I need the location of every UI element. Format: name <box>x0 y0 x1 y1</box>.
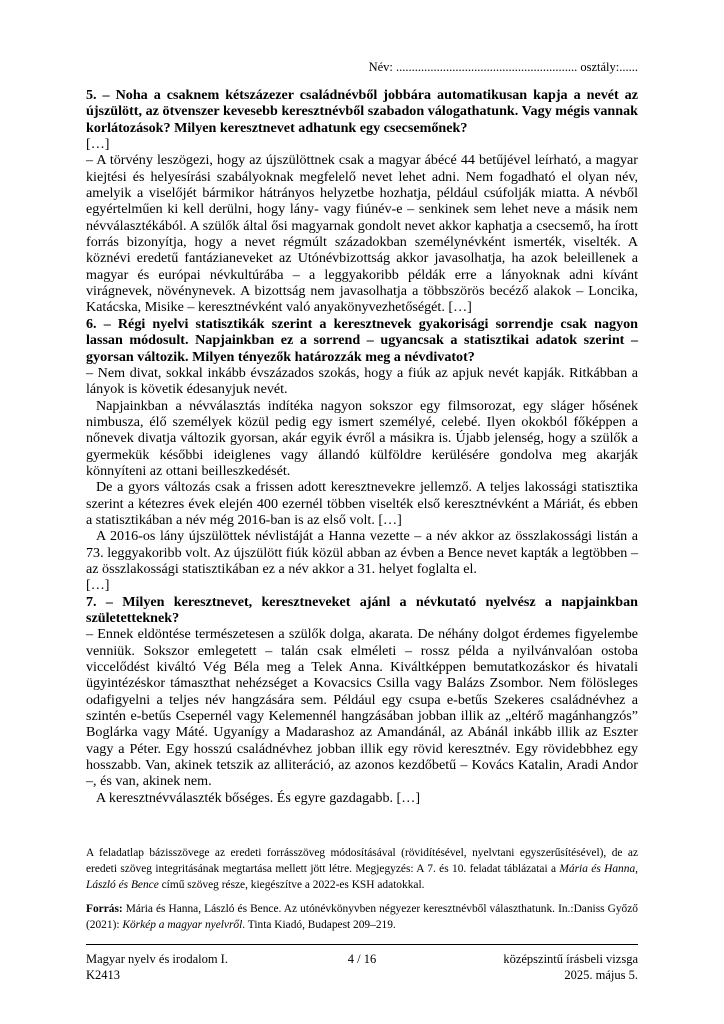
source-notes <box>86 845 638 941</box>
question-7: 7. – Milyen keresztnevet, keresztneveket ajánl a névkutató nyelvész a napjainkban születetteknek? <box>86 593 638 626</box>
answer-7-paragraph-1: – Ennek eldöntése természetesen a szülők dolga, akarata. De néhány dolgot érdemes figyelembe venniük. Sokszor emlegetett – talán csak elméleti – rossz példa a nyilvánvalóan ostoba viccelődést kiváltó Vég Béla meg a Telek Anna. Kiváltképpen bemutatkozáskor és hivatali ügyintézéskor támaszthat nehézséget a Kovacsics Csilla vagy Balázs Zsombor. Nem fölösleges odafigyelni a teljes név hangzására sem. Például egy csupa e-betűs Szekeres családnévhez a szintén e-betűs Csepernél vagy Kelemennél hangzásában jobban illik az „eltérő magánhangzós” Boglárka vagy Máté. Ugyanígy a Madarashoz az Amandánál, az Abánál inkább illik az Eszter vagy a Péter. Egy hosszú családnévhez jobban illik egy rövid keresztnév. Egy rövidebbhez egy hosszabb. Van, akinek tetszik az alliteráció, az azonos kezdőbetű – Kovács Katalin, Aradi Andor –, és van, akinek nem. <box>86 626 638 790</box>
answer-7-paragraph-2: A keresztnévválaszték bőséges. És egyre gazdagabb. […] <box>96 789 421 806</box>
question-5: 5. – Noha a csaknem kétszázezer családnévből jobbára automatikusan kapja a nevét az újszülött, az ötvenszer kevesebb keresztnévből szabadon válogathatunk. Vagy mégis vannak korlátozások? Milyen keresztnevet adhatunk egy csecsemőnek? <box>86 87 638 136</box>
footer-right <box>503 951 638 983</box>
source-book-title: Körkép a magyar nyelvről <box>122 919 243 931</box>
question-6: 6. – Régi nyelvi statisztikák szerint a keresztnevek gyakorisági sorrendje csak nagyon lassan módosult. Napjainkban ez a sorrend – ugyancsak a statisztikai adatok szerint – gyorsan változik. Milyen tényezők határozzák meg a névdivatot? <box>86 315 638 365</box>
answer-6-paragraph-2: Napjainkban a névválasztás indítéka nagyon sokszor egy filmsorozat, egy sláger hősének nimbusza, élő személyek közül pedig egy ismert személyé, celebé. Ilyen okokból főképpen a nőnevek divatja változik gyorsan, akár egyik évről a másikra is. Újabb jelenség, hogy a szülők a gyermekük későbbi ideiglenes vagy állandó külföldre kerülésére gondolva meg akarják könnyíteni az ottani beilleszkedését. <box>86 397 638 479</box>
source-text: Mária és Hanna, László és Bence. Az utónévkönyvben négyezer keresztnévből választhatunk. In.:Daniss Győző (2021): <box>86 903 638 931</box>
answer-6-paragraph-3: De a gyors változás csak a frissen adott keresztnevekre jellemző. A teljes lakossági statisztika szerint a kétezres évek elején 400 ezernél többen viselték első keresztnévként a Máriát, és ebben a statisztikában a név még 2016-ban is az első volt. […] <box>86 479 638 528</box>
footer-code: K2413 <box>86 968 121 982</box>
footer-subject: Magyar nyelv és irodalom I. <box>86 952 228 966</box>
name-class-line: Név: .......................................................... osztály:...... <box>368 60 638 74</box>
source-label: Forrás: <box>86 903 123 915</box>
base-text-note <box>86 845 638 893</box>
note-title: Mária és Hanna, László és Bence <box>86 863 638 891</box>
ellipsis: […] <box>86 577 110 594</box>
note-text: A feladatlap bázisszövege az eredeti forrásszöveg módosításával (rövidítésével, nyelvtani egyszerűsítésével), de az eredeti szöveg integritásának megtartása mellett jött létre. Megjegyzés: A 7. és 10. feladat táblázatai a <box>86 847 638 875</box>
footer-divider <box>86 944 638 945</box>
source-citation <box>86 901 638 933</box>
footer-date: 2025. május 5. <box>564 968 638 982</box>
answer-6-paragraph-1: – Nem divat, sokkal inkább évszázados szokás, hogy a fiúk az apjuk nevét kapják. Ritkábban a lányok is követik édesanyjuk nevét. <box>86 364 638 398</box>
ellipsis: […] <box>86 136 110 153</box>
note-text-end: című szöveg része, kiegészítve a 2022-es KSH adatokkal. <box>158 879 425 891</box>
footer-page-number: 4 / 16 <box>347 952 377 966</box>
answer-6-paragraph-4: A 2016-os lány újszülöttek névlistáját a Hanna vezette – a név akkor az összlakossági listán a 73. leggyakoribb volt. Az újszülött fiúk közül abban az évben a Bence nevet kapták a legtöbben – az összlakossági statisztikában ez a név akkor a 31. helyet foglalta el. <box>86 528 638 577</box>
source-publisher: . Tinta Kiadó, Budapest 209–219. <box>242 919 396 931</box>
interview-text <box>86 87 638 806</box>
answer-5: – A törvény leszögezi, hogy az újszülöttnek csak a magyar ábécé 44 betűjével leírható, a magyar kiejtési és helyesírási szabályoknak megfelelő nevet lehet adni. Nem fogadható el olyan név, amelyik a viselőjét bármikor hátrányos helyzetbe hozhatja, például csúfolják miatta. A névből egyértelműen ki kell derülni, hogy lány- vagy fiúnév-e – senkinek sem lehet neve a másik nem névválasztékából. A szülők által ősi magyarnak gondolt nevet akkor kaphatja a csecsemő, ha írott forrás bizonyítja, hogy a nevet régmúlt századokban személynévként ismerték, viselték. A köznévi eredetű fantázianeveket az Utónévbizottság akkor javasolhatja, ha azok beleillenek a magyar és európai névkultúrába – a leggyakoribb példák erre a lányoknak adni kívánt virágnevek, növénynevek. A bizottság nem javasolhatja a többszörös becéző alakok – Loncika, Katácska, Misike – keresztnévként való anyakönyvezhetőségét. […] <box>86 152 638 316</box>
footer-exam-type: középszintű írásbeli vizsga <box>503 952 638 966</box>
